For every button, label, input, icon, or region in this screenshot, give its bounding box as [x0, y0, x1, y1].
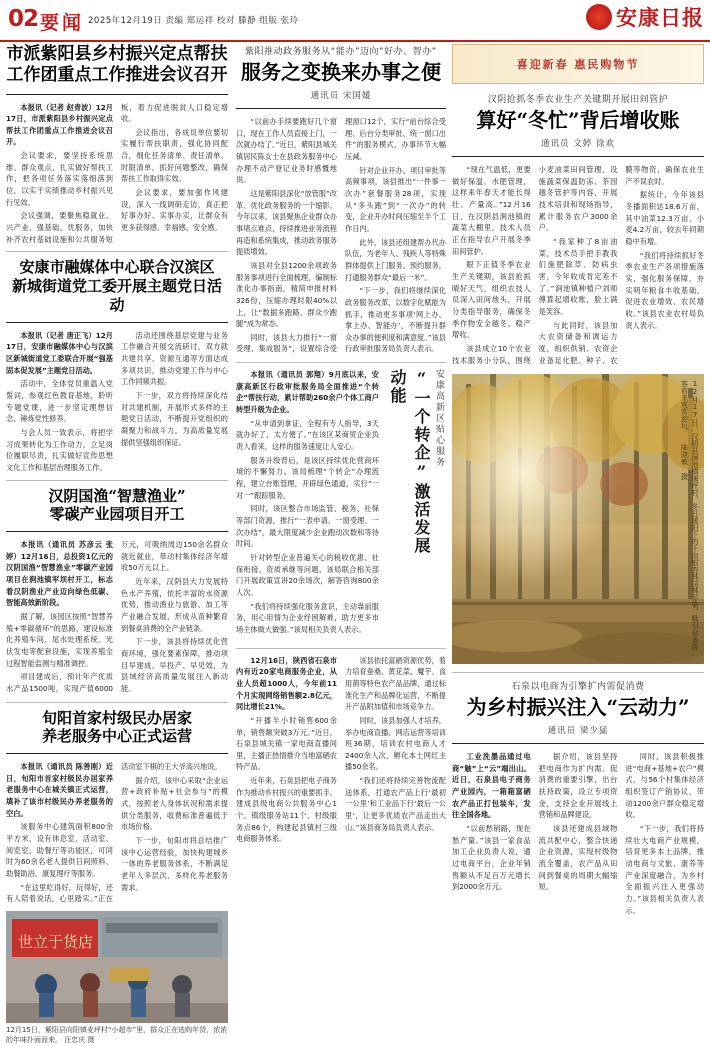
column-center	[236, 44, 446, 845]
divider	[236, 108, 446, 109]
divider	[6, 531, 228, 532]
article-hanyin-yuye	[6, 487, 228, 696]
article-body	[6, 330, 228, 474]
divider	[6, 702, 228, 703]
photo-caption: 12月15日，紫阳县向阳镇麦坪村“小超市”里，群众正在选购年货，浓浓的年味扑面而来。 汪忠庆 摄	[6, 1025, 228, 1044]
article-body	[236, 116, 446, 356]
article-paragraph: 同时，该县大力推行“一窗受理、集成服务”，设置综合受理窗口12个，实行“前台综合受理、后台分类审批、统一窗口出件”的服务模式，办事环节大幅压减。	[236, 117, 446, 354]
article-paragraph: 眼下正值冬季农业生产关键期，该县抢抓晴好天气，组织农技人员深入田间地头，开展分类指导服务，确保冬季作物安全越冬、稳产增收。	[452, 260, 531, 340]
article-paragraph: 该服务中心建筑面积800余平方米，设有休息室、活动室、阅览室、助餐厅等功能区，可同时为60余名老人提供日间照料、助餐助浴、康复理疗等服务。	[6, 822, 113, 878]
divider	[452, 672, 704, 673]
article-body	[236, 369, 379, 635]
article-paragraph: 近年来，汉阴县大力发展特色水产养殖，依托丰富的水资源优势，推动渔业与旅游、加工等产业融合发展，形成从苗种繁育到餐桌消费的全产业链条。	[121, 576, 228, 633]
article-body	[452, 751, 704, 916]
headline-main-right: 算好“冬忙”背后增收账	[476, 108, 680, 132]
masthead-dateline: 2025年12月19日 责编 郑运祥 校对 滕静 组版 张玲	[88, 16, 299, 26]
article-paragraph: 据介绍，该中心采取“企业运营+政府补贴+社会参与”的模式，按照老人身体状况和需求提供分类服务，收费标准普遍低于市场价格。	[121, 775, 228, 832]
article-lead: 本报讯（通讯员 陈善刚）近日，旬阳市首家村级民办居家养老服务中心在城关镇正式运营，填补了该市村级民办养老服务的空白。	[6, 762, 113, 818]
article-body	[452, 164, 704, 366]
article-paragraph: 项目建成后，预计年产优质水产品1500吨，实现产值6000万元，可吸纳周边150余名群众就近就业，带动村集体经济年增收50万元以上。	[6, 540, 228, 693]
masthead	[0, 0, 710, 42]
article-paragraph: 活动中，全体党员重温入党誓词，参观红色教育基地，聆听专题党课，进一步坚定理想信念、锤炼党性修养。	[6, 379, 113, 424]
article-kicker: 汉阴抢抓冬季农业生产关键期开展田间管护	[487, 95, 669, 105]
headline-bottom-right: 为乡村振兴注入“云动力”	[466, 695, 690, 720]
article-paragraph: 针对转型企业普遍关心的税收优惠、社保衔接、资质承继等问题，该局联合相关部门开展政策宣讲20余场次，解答咨询800余人次。	[236, 552, 379, 597]
article-xunyang-yanglao	[6, 709, 228, 905]
article-paragraph: 同时，该区整合市场监管、税务、社保等部门资源，推行“一表申请、一窗受理、一次办结”，最大限度减少企业跑动次数和等待时间。	[236, 504, 379, 549]
article-paragraph: “在这里吃得好、玩得好，还有人陪着说话，心里踏实。”正在活动室下棋的王大爷高兴地说。	[6, 762, 222, 904]
article-lead: 本报讯（通讯员 郭翔）9月底以来，安康高新区行政审批服务局全面推进“个转企”帮扶行动，累计帮助260余户个体工商户转型升级为企业。	[236, 370, 379, 415]
column-left	[6, 44, 228, 1046]
article-paragraph: “开播半小时销售600余单，销售额突破3万元。”近日，石泉县城关镇一家电商直播间里，主播正热情推介当地富硒农特产品。	[236, 715, 337, 772]
ad-banner[interactable]	[452, 44, 704, 84]
divider	[6, 480, 228, 481]
divider	[6, 753, 228, 754]
headline-line-1: 市派紫阳县乡村振兴定点帮扶	[6, 44, 228, 64]
divider	[236, 648, 446, 649]
article-paragraph: 与会人员一致表示，将把学习成果转化为工作动力，立足岗位履职尽责，扎实做好宣传思想文化工作和基层治理服务工作。	[6, 427, 113, 472]
byline: 通讯员 宋国媛	[310, 91, 372, 101]
article-body	[6, 102, 228, 246]
section-title: 要闻	[40, 12, 85, 34]
article-lead: 本报讯（通讯员 苏彦云 张婷）12月16日，总投资1亿元的汉阴国渔“智慧渔业”零碳产业园项目在涧池镇军坝村开工，标志着汉阴渔业产业迈向绿色低碳、智能高效新阶段。	[6, 540, 113, 608]
headline-line-2: 零碳产业园项目开工	[49, 505, 185, 524]
article-paragraph: 针对企业开办、项目审批等高频事项，该县推出“一件事一次办”套餐服务28项，实现从“多头跑”到“一次办”的转变，企业开办时间压缩至半个工作日内。	[345, 165, 446, 233]
article-paragraph: 据了解，该园区按照“智慧养殖+零碳循环”的思路，建设标准化养殖车间、尾水处理系统、光伏发电等配套设施，实现养殖全过程智能监测与精准调控。	[6, 611, 113, 668]
article-body	[6, 761, 228, 905]
article-kicker: 石泉以电商为引擎扩内需促消费	[511, 682, 645, 693]
article-paragraph: 同时，该县积极推进“电商+基地+农户”模式，与56个村集体经济组织签订产销协议，带动1200余户群众稳定增收。	[625, 752, 704, 820]
article-paragraph: 会议要求，要坚持系统思维、群众观点，扎实做好帮扶工作，把各项任务落实落细落到位，以实干实绩推动乡村振兴见行见效。	[6, 151, 113, 207]
photo-caption-vertical: 12月17日，汉阴县涧池镇堰坪村，冬日暖阳下的千亩银杏林层林尽染，吸引众多游客前来观赏游玩。 陈晓敏 摄	[680, 380, 699, 651]
article-paragraph: 会议要求，要加强作风建设，深入一线调研走访，真正把好事办好、实事办实，让群众有更多获得感、幸福感、安全感。	[121, 188, 228, 233]
column-right	[452, 44, 704, 916]
divider	[6, 94, 228, 95]
headline-line-2: 养老服务中心正式运营	[41, 727, 192, 746]
article-paragraph: “从申请到拿证，全程有专人指导，3天就办好了，太方便了。”在该区某商贸企业负责人看来，这样的服务速度让人安心。	[236, 418, 379, 452]
article-lead: 本报讯（记者 唐正飞）12月17日，安康市融媒体中心与汉滨区新城街道党工委联合开展“强基固本促发展”主题党日活动。	[6, 330, 113, 375]
article-paragraph: 据统计，今年该县冬播面积达18.6万亩，其中油菜12.3万亩、小麦4.2万亩，较去年同期稳中有增。	[625, 190, 704, 246]
ad-text: 喜迎新春 惠民购物节	[516, 58, 640, 71]
article-paragraph: 此外，该县还组建帮办代办队伍，为老年人、残疾人等特殊群体提供上门服务、预约服务，打通服务群众“最后一米”。	[345, 237, 446, 282]
article-paragraph: “以前愁销路，现在愁产量。”该县一家食品加工企业负责人说，通过电商平台，企业年销售额从不足百万元增长到2000余万元。	[452, 824, 531, 892]
article-paragraph: “我们将持续抓好冬季农业生产各项措施落实，强化服务保障，夯实明年粮食丰收基础，促进农业增效、农民增收。”该县农业农村局负责人表示。	[625, 250, 704, 330]
photo-image	[6, 911, 228, 1023]
article-paragraph: 该县成立10个农业技术服务小分队，围绕小麦油菜田间管理、设施蔬菜保温防冻、茶园越冬管护等内容，开展技术培训和现场指导，累计服务农户3000余户。	[452, 165, 618, 365]
article-paragraph: 下一步，旬阳市将总结推广该中心运营经验，加快构建城乡一体的养老服务体系，不断满足老年人多层次、多样化养老服务需求。	[121, 835, 228, 892]
article-paragraph: “我家种了8亩油菜，技术员手把手教我们施肥除草、防病虫害，今年收成肯定差不了。”涧池镇种植户刘师傅算起增收账，脸上满是笑容。	[538, 236, 618, 316]
article-paragraph: “现在气温低，更要做好保温、水肥管理，这样来年春天才能长得壮、产量高。”12月16日，在汉阴县涧池镇的蔬菜大棚里，技术人员正在指导农户开展冬季田间管护。	[452, 165, 531, 256]
article-paragraph: 下一步，双方将持续深化结对共建机制，开展形式多样的主题党日活动，不断提升党组织的凝聚力和战斗力，为高质量发展提供坚强组织保证。	[121, 390, 228, 447]
paper-logo	[586, 2, 704, 32]
article-paragraph: 下一步，该县将持续优化营商环境，强化要素保障，推动项目早建成、早投产、早见效，为县域经济高质量发展注入新动能。	[121, 637, 228, 693]
article-paragraph: “我们还将持续完善物流配送体系，打通农产品上行‘最初一公里’和工业品下行‘最后一公里’，让更多优质农产品走出大山。”该县商务局负责人表示。	[345, 776, 446, 832]
article-paragraph: 与此同时，该县加大农资储备和调运力度，组织供销、农资企业备足化肥、种子、农膜等物资，确保农业生产不误农时。	[538, 165, 704, 365]
vertical-kicker: 安康高新区贴心服务	[434, 369, 444, 469]
article-lead: 本报讯（记者 赵青波）12月17日，市派紫阳县乡村振兴定点帮扶工作团重点工作推进会议召开。	[6, 102, 113, 147]
byline: 通讯员 文婷 徐欢	[541, 139, 615, 149]
article-paragraph: 同时，该县加强人才培养，举办电商直播、网店运营等培训班36期，培训农村电商人才2400余人次，孵化本土网红主播50余名。	[345, 715, 446, 772]
divider	[452, 156, 704, 157]
photo-image	[452, 374, 704, 664]
article-paragraph: “以前办手续要跑好几个窗口，现在工作人员直接上门，一次就办结了。”近日，紫阳县城关镇居民陈女士在县政务服务中心办理不动产登记业务时感慨地说。	[236, 117, 337, 185]
photo-village-shop	[6, 911, 228, 1023]
divider	[236, 362, 446, 363]
page-columns	[0, 44, 710, 1044]
divider	[452, 743, 704, 744]
headline-line-1: 汉阴国渔“智慧渔业”	[48, 486, 186, 505]
divider	[6, 322, 228, 323]
article-paragraph: “下一步，我们将继续深化政务服务改革，以数字化赋能为抓手，推动更多事项‘网上办、掌上办、智能办’，不断提升群众办事的便利度和满意度。”该县行政审批服务局负责人表示。	[345, 286, 446, 354]
vertical-headline: “一个转企”激活发展动能	[388, 369, 431, 556]
article-paragraph: 会议指出，各成员单位要切实履行帮扶职责，强化协同配合，细化任务清单、责任清单、时限清单，抓好问题整改，确保帮扶工作取得实效。	[121, 127, 228, 184]
headline-line-2: 新城街道党工委开展主题党日活动	[11, 277, 222, 314]
article-paragraph: 该县依托富硒资源优势，着力培育蚕桑、黄花菜、魔芋、食用菌等特色农产品品牌，通过标准化生产和品牌化运营，不断提升产品附加值和市场竞争力。	[345, 655, 446, 712]
article-kicker: 紫阳推动政务服务从“能办”迈向“好办、智办”	[245, 47, 437, 57]
article-paragraph: 这是紫阳县深化“放管服”改革、优化政务服务的一个缩影。今年以来，该县聚焦企业群众办事堵点难点，持续推进业务流程再造和系统集成，推动政务服务提质增效。	[236, 188, 337, 257]
article-lead: 12月16日，陕西省石泉市内有近20家电商服务企业，从业人员超1000人，今年前11个月实现网络销售额2.8亿元，同比增长21%。	[236, 655, 337, 712]
svg-text:世立于货店: 世立于货店	[18, 932, 94, 951]
divider	[6, 251, 228, 252]
article-paragraph: “下一步，我们将持续壮大电商产业规模，培育更多本土品牌，推动电商与文旅、康养等产业深度融合，为乡村全面振兴注入更强动力。”该县相关负责人表示。	[625, 824, 704, 915]
page-number: 02	[8, 6, 39, 32]
article-lead: 工业洗墨品通过电商“触”上“云”端出山。近日，石泉县电子商务产业园内，一箱箱富硒农产品正打包装车，发往全国各地。	[452, 752, 531, 820]
article-paragraph: 该县还建成县域物流共配中心，整合快递企业资源，实现村级物流全覆盖，农产品从田间到餐桌的周期大幅缩短。	[538, 824, 618, 892]
headline-line-1: 安康市融媒体中心联合汉滨区	[19, 258, 215, 277]
article-paragraph: 服务升级背后，是该区持续优化营商环境的不懈努力。该局梳理“个转企”办理流程，建立台账管理，开辟绿色通道，实行“一对一”跟踪服务。	[236, 455, 379, 500]
sun-icon	[586, 4, 612, 30]
article-paragraph: “我们将持续强化服务意识，主动靠前服务，用心用情为企业纾困解难，助力更多市场主体做大做强。”该局相关负责人表示。	[236, 601, 379, 634]
article-shizi-ziyang	[6, 44, 228, 245]
article-paragraph: 会议强调，要聚焦稳就业、兴产业、强基础、优服务，加快补齐农村基础设施和公共服务短板，着力促进脱贫人口稳定增收。	[6, 102, 228, 244]
article-paragraph: 据介绍，该县坚持把电商作为扩内需、促消费的重要引擎，出台扶持政策，设立专项资金，支持企业开展线上营销和品牌建设。	[538, 752, 618, 820]
headline-line-2: 工作团重点工作推进会议召开	[6, 65, 228, 86]
article-gexinzhuanqi	[236, 369, 446, 637]
headline-line-1: 旬阳首家村级民办居家	[41, 708, 192, 727]
article-body	[6, 539, 228, 696]
headline-main-center: 服务之变换来办事之便	[241, 60, 441, 84]
paper-name: 安康日报	[616, 5, 704, 30]
article-paragraph: 近年来，石泉县把电子商务作为推动乡村振兴的重要抓手，建成县级电商公共服务中心1个、镇级服务站11个、村级服务点86个，构建起县镇村三级电商服务体系。	[236, 776, 337, 844]
byline: 通讯员 梁少猛	[547, 726, 609, 737]
photo-ginkgo-forest	[452, 374, 704, 664]
article-paragraph: 活动还围绕基层党建与业务工作融合开展交流研讨，双方就共建共享、资源互通等方面达成多项共识，推动党建工作与中心工作同频共振。	[121, 330, 228, 387]
article-paragraph: 该县对全县1200余项政务服务事项进行全面梳理，编制标准化办事指南，精简申报材料326份，压缩办理时限40%以上，让“数据多跑路、群众少跑腿”成为常态。	[236, 260, 337, 329]
article-rongmeiti-dangri	[6, 258, 228, 473]
article-body-bottom-center	[236, 655, 446, 846]
